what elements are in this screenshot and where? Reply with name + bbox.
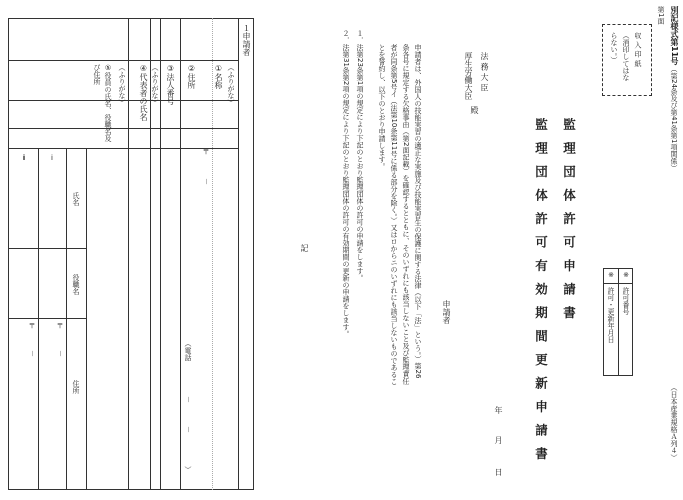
officer-1-postal: 〒 — [56, 322, 64, 329]
application-item-1: １．法第23条第1項の規定により下記のとおり監理団体の許可の申請をします。 — [356, 30, 364, 282]
page-number: 第1面 — [657, 6, 665, 25]
oath-line-3: 者が同条第5号イ（法第10条第11号に係る部分を除く。）又はロからニのいずれにも該当しないものであるこ — [390, 44, 398, 385]
permit-number-label: 許可番号 — [622, 287, 630, 315]
officer-row-1-marker: ⅰ — [48, 154, 56, 162]
officers-label-cont: び住所 — [93, 64, 101, 85]
phone-open: （電話 — [184, 340, 192, 361]
furigana-label-3: （ふりがな） — [118, 64, 126, 106]
oath-line-4: とを誓約し、以下のとおり申請します。 — [378, 44, 386, 170]
col-officer-name: 氏名 — [72, 192, 80, 206]
postal-dash-1: － — [202, 178, 210, 185]
name-label: ①名称 — [214, 64, 223, 89]
officer-1-postal-dash: － — [56, 350, 64, 357]
ki-marker: 記 — [300, 244, 309, 252]
phone-dash-2: － — [184, 426, 192, 433]
officer-row-2-marker: ⅱ — [20, 154, 28, 162]
oath-line-1: 申請者は、外国人の技能実習の適正な実施及び技能実習生の保護に関する法律（以下「法」という。）第26 — [414, 44, 422, 379]
office-mark-2: ※ — [607, 271, 615, 279]
col-officer-title: 役職名 — [72, 274, 80, 295]
phone-dash-1: － — [184, 396, 192, 403]
officer-2-postal-dash: － — [28, 350, 36, 357]
phone-close: ） — [184, 466, 192, 473]
form-title: 別記様式第11号（第24条及び第41条第1項関係） — [670, 6, 679, 172]
date-year: 年 — [494, 406, 503, 414]
jis-note: （日本産業規格Ａ列４） — [670, 384, 678, 461]
furigana-label-1: （ふりがな） — [227, 64, 235, 106]
stamp-note-1: （消印してはな — [622, 32, 630, 81]
furigana-label-2: （ふりがな） — [151, 64, 159, 106]
col-officer-address: 住所 — [72, 380, 80, 394]
applicant-label: 申請者 — [442, 300, 451, 324]
date-day: 日 — [494, 468, 503, 476]
representative-name-label: ④代表者の氏名 — [139, 64, 148, 121]
corporate-number-label: ③法人番号 — [166, 64, 175, 105]
addressee-labor: 厚生労働大臣 — [464, 52, 473, 100]
officer-2-postal: 〒 — [28, 322, 36, 329]
date-month: 月 — [494, 436, 503, 444]
stamp-note-2: らない。） — [610, 32, 618, 64]
permit-date-label: 許可・更新年月日 — [607, 287, 615, 343]
section-applicant: １申請者 — [242, 24, 251, 56]
title-renewal-application: 監理団体許可有効期間更新申請書 — [533, 118, 549, 471]
title-permit-application: 監理団体許可申請書 — [561, 118, 577, 330]
addressee-justice: 法 務 大 臣 — [480, 52, 489, 92]
honorific: 殿 — [470, 106, 479, 114]
officers-label: ⑤役員の氏名、役職名及 — [104, 64, 112, 142]
application-item-2: ２．法第31条第2項の規定により下記のとおり監理団体の許可の有効期間の更新の申請をします。 — [342, 30, 350, 338]
office-mark-1: ※ — [622, 271, 630, 279]
oath-line-2: 条各号に規定する欠格事由（第2面記載）を確認するとともに、そのいずれにも該当しないこと及び監理責任 — [402, 44, 410, 385]
postal-mark-1: 〒 — [202, 148, 210, 155]
address-label: ②住所 — [187, 64, 196, 89]
stamp-label: 収 入 印 紙 — [634, 32, 642, 67]
